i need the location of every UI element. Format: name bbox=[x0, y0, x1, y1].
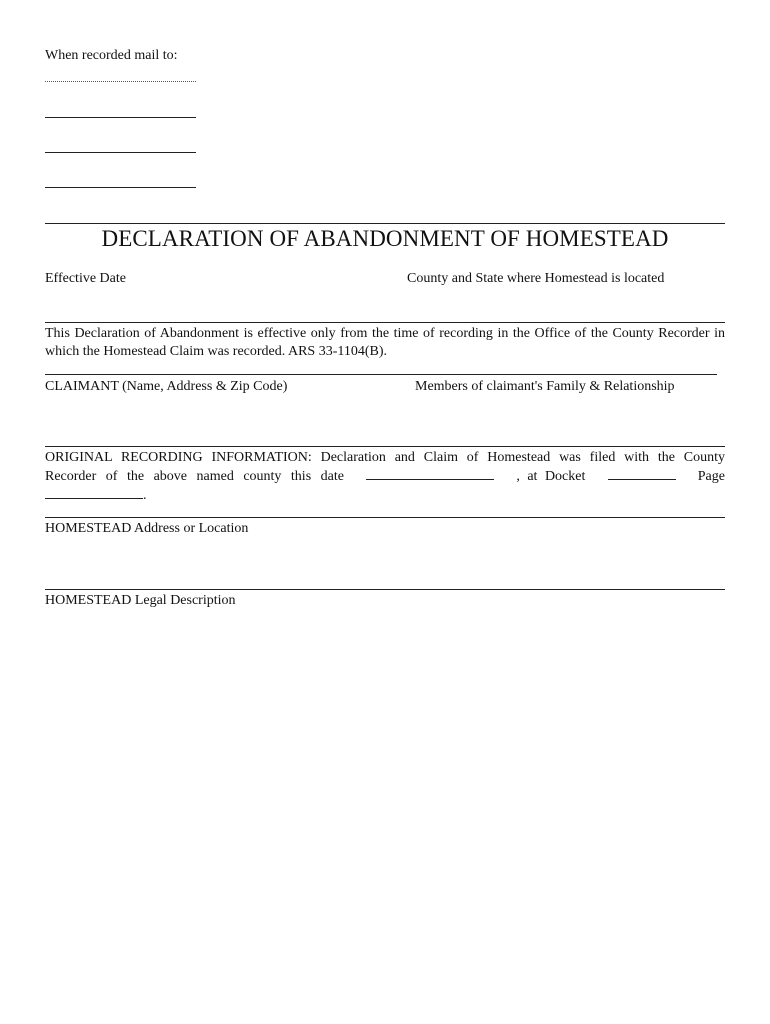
page-field[interactable] bbox=[45, 486, 143, 499]
orig-recording-date-prefix: Recorder of the above named county this date bbox=[45, 469, 344, 484]
orig-recording-docket-label: , at Docket bbox=[516, 469, 586, 484]
recording-date-field[interactable] bbox=[366, 467, 494, 480]
orig-recording-line-3 bbox=[45, 486, 147, 505]
mail-to-line-3[interactable] bbox=[45, 152, 196, 153]
address-top-rule bbox=[45, 517, 725, 518]
docket-field[interactable] bbox=[608, 467, 676, 480]
claimant-label: CLAIMANT (Name, Address & Zip Code) bbox=[45, 379, 288, 394]
orig-recording-line-2 bbox=[45, 467, 725, 486]
orig-recording-line-1: ORIGINAL RECORDING INFORMATION: Declaration and Claim of Homestead was filed with the County bbox=[45, 450, 725, 465]
recording-top-rule bbox=[45, 446, 725, 447]
mail-to-line-2[interactable] bbox=[45, 117, 196, 118]
legal-top-rule bbox=[45, 589, 725, 590]
mail-to-line-1[interactable] bbox=[45, 81, 196, 82]
orig-recording-page-label: Page bbox=[697, 469, 725, 484]
mail-to-line-4[interactable] bbox=[45, 187, 196, 188]
family-label: Members of claimant's Family & Relationship bbox=[415, 379, 675, 394]
notice-top-rule bbox=[45, 322, 725, 323]
claimant-top-rule bbox=[45, 374, 717, 375]
homestead-address-label: HOMESTEAD Address or Location bbox=[45, 521, 249, 536]
county-state-label: County and State where Homestead is located bbox=[407, 271, 665, 286]
effective-notice: This Declaration of Abandonment is effective only from the time of recording in the Office of the County Recorder in which the Homestead Claim was recorded. ARS 33-1104(B). bbox=[45, 326, 725, 359]
orig-recording-end: . bbox=[143, 488, 147, 503]
effective-date-label: Effective Date bbox=[45, 271, 126, 286]
title-top-rule bbox=[45, 223, 725, 224]
document-title: DECLARATION OF ABANDONMENT OF HOMESTEAD bbox=[101, 226, 669, 251]
homestead-legal-label: HOMESTEAD Legal Description bbox=[45, 593, 236, 608]
mail-to-label: When recorded mail to: bbox=[45, 48, 178, 63]
